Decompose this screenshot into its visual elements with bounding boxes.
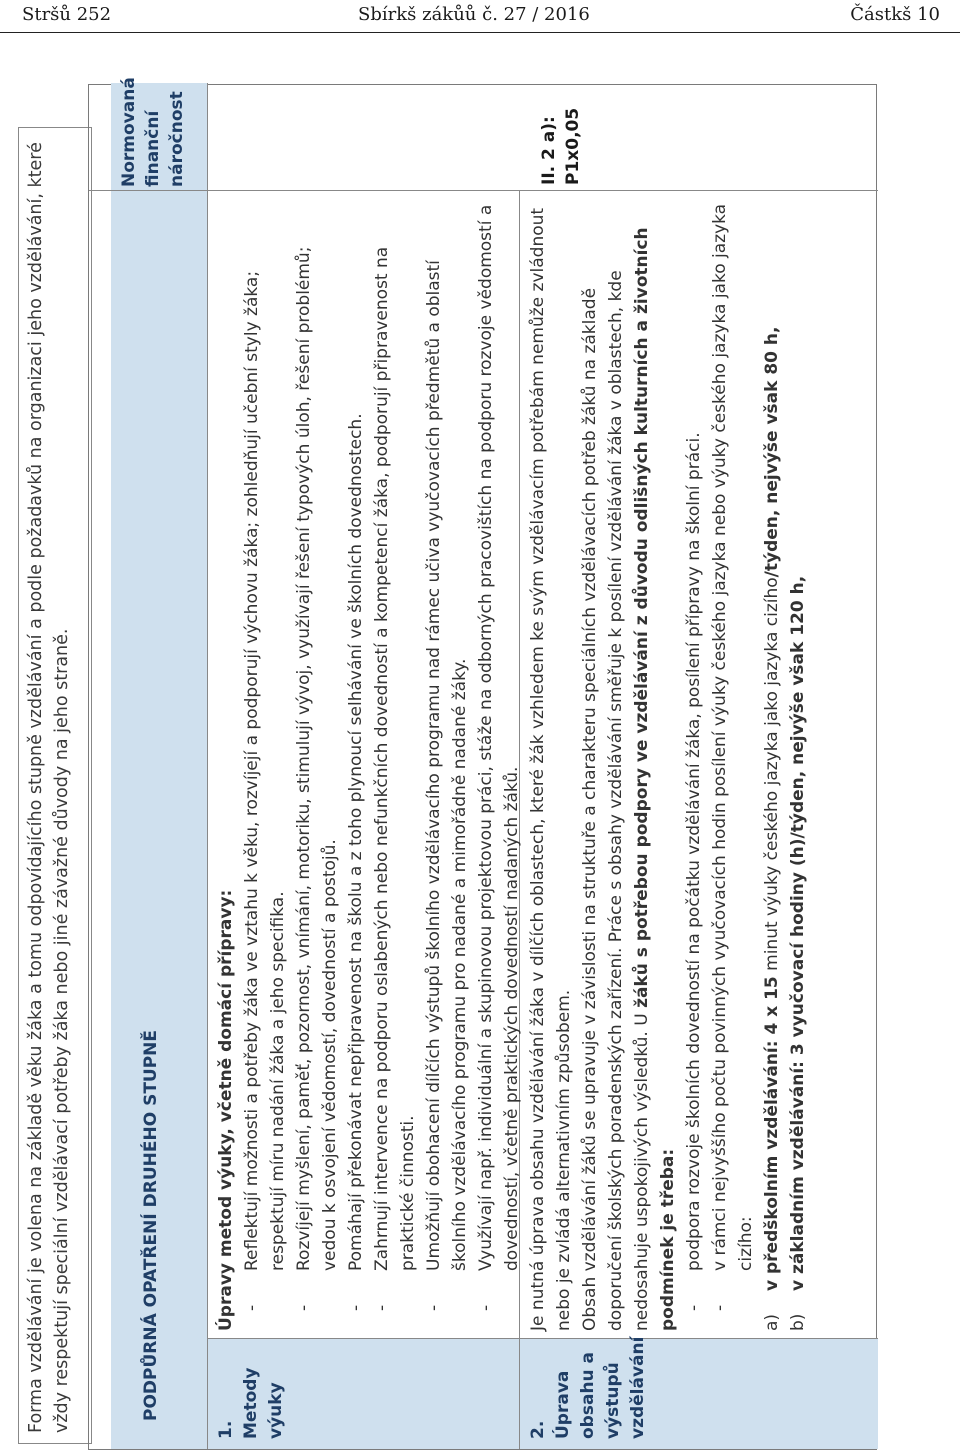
dash-marker: - — [372, 1304, 392, 1311]
running-header — [0, 0, 960, 34]
list-item-b: b) v základním vzdělávání: 3 vyučovací hodiny (h)/týden, nejvýše však 120 h, — [788, 575, 808, 1331]
norm-value: II. 2 a): P1x0,05 — [539, 107, 583, 185]
section1-heading: Úpravy metod výuky, včetně domácí přípravy: — [216, 889, 236, 1331]
section2-content — [525, 195, 811, 1331]
list-item: - Využívají např. individuální a skupinovou projektovou práci, stáže na odborných pracovištích na podporu rozvoje vědomostí a dovedností, včetně praktických dovedností nadaných žáků. — [473, 195, 525, 1331]
dash-marker: - — [424, 1304, 444, 1311]
list-item: - Umožňují obohacení dílčích výstupů školního vzdělávacího programu nad rámec učiva vyučovacích předmětů a oblastí školního vzdělávacího programu pro nadané a mimořádně nadané žáky. — [421, 195, 473, 1331]
list-item: - Zahrnují intervence na podporu oslabených nebo nefunkčních dovedností a kompetencí žáka, podporují připravenost na praktické činnosti. — [369, 195, 421, 1331]
list-item: - podpora rozvoje školních dovedností na počátku vzdělávání žáka, posílení přípravy na školní práci. — [681, 195, 707, 1331]
list-item: - Rozvíjejí myšlení, paměť, pozornost, vnímání, motoriku, stimulují vývoj, využívají řešení typových úloh, řešení problémů; vedou k osvojení vědomostí, dovedností a postojů. — [291, 195, 343, 1331]
dash-marker: - — [476, 1304, 496, 1311]
dash-marker: - — [346, 1304, 366, 1311]
dash-marker: - — [242, 1304, 262, 1311]
dash-marker: - — [710, 1304, 730, 1311]
list-item-a: a) v předškolním vzdělávání: 4 x 15 minut výuky českého jazyka jako jazyka cizího/týden, nejvýše však 80 h, — [762, 326, 782, 1331]
part-number: Částkš 10 — [850, 4, 940, 25]
dash-marker: - — [294, 1304, 314, 1311]
list-item: - Reflektují možnosti a potřeby žáka ve vztahu k věku, rozvíjejí a podporují výchovu žáka; zohledňují učební styly žáka; respektují míru nadání žáka a jeho specifika. — [239, 195, 291, 1331]
dash-marker: - — [684, 1304, 704, 1311]
section2-para2: Obsah vzdělávání žáků se upravuje v závislosti na struktuře a charakteru speciálních vzdělávacích potřeb žáků na základě doporučení školských poradenských zařízení. Práce s obsahy vzdělávání směřuje k posílení vzdělávání žáka v oblastech, kde nedosahuje uspokojivých výsledků. U žáků s potřebou podpory ve vzdělávání z důvodu odlišných kulturních a životních podmínek je třeba: — [580, 227, 678, 1331]
header-row-divider — [207, 83, 208, 1449]
table-title: PODPŮRNÁ OPATŘENÍ DRUHÉHO STUPNĚ — [141, 1029, 161, 1421]
list-item: - Pomáhají překonávat nepřipravenost na školu a z toho plynoucí selhávání ve školních dovednostech. — [343, 195, 369, 1331]
rotated-page-content — [10, 77, 910, 1450]
section2-label: 2. Úprava obsahu a výstupů vzdělávání — [520, 1339, 878, 1449]
collection-title: Sbírkš zákůů č. 27 / 2016 — [358, 4, 590, 25]
section1-label: 1. Metody výuky — [208, 1339, 519, 1449]
header-rule — [0, 32, 960, 33]
support-measures-table — [88, 77, 877, 1450]
norm-header: Normovaná finanční náročnost — [119, 77, 187, 187]
list-item: - v rámci nejvyššího počtu povinných vyučovacích hodin posílení výuky českého jazyka nebo výuky českého jazyka jako jazyka cizího: — [707, 195, 759, 1331]
section1-content — [213, 195, 525, 1331]
section2-para1: Je nutná úprava obsahu vzdělávání žáka v dílčích oblastech, které žák vzhledem ke svým vzdělávacím potřebám nemůže zvládnout nebo je zvládá alternativním způsobem. — [528, 207, 574, 1331]
intro-box: Forma vzdělávání je volena na základě věku žáka a tomu odpovídajícího stupně vzdělávání a podle požadavků na organizaci jeho vzdělávání, které vždy respektují speciální vzdělávací potřeby žáka nebo jiné závažné důvody na jeho straně. — [18, 127, 92, 1444]
page-number: Stršů 252 — [22, 4, 112, 25]
